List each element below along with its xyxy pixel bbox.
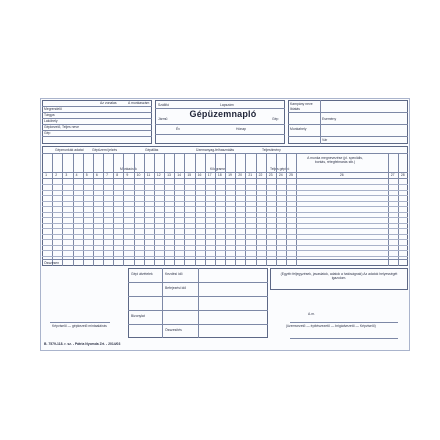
subgroup-munkaorak: Munkaórák bbox=[120, 167, 137, 171]
table-row[interactable] bbox=[42, 217, 408, 218]
column-number: 22 bbox=[258, 173, 263, 177]
column-number: 27 bbox=[390, 173, 395, 177]
box-osszesites: Összesítés bbox=[165, 328, 182, 332]
column-number: 18 bbox=[217, 173, 222, 177]
label-targya: Tárgya bbox=[44, 113, 55, 117]
column-number: 3 bbox=[65, 173, 68, 177]
label-gep: Gép bbox=[44, 131, 51, 135]
column-number: 28 bbox=[400, 173, 405, 177]
box-bizonylat: Bizonylat bbox=[131, 314, 145, 318]
label-lakohely: Lakóhely bbox=[44, 119, 58, 123]
table-row[interactable] bbox=[42, 245, 408, 246]
label-munkahely: Munkahely bbox=[290, 127, 307, 131]
header-right-block bbox=[288, 100, 408, 144]
table-row[interactable] bbox=[42, 201, 408, 202]
column-number: 1 bbox=[45, 173, 47, 177]
column-number: 13 bbox=[167, 173, 171, 177]
signature-right: (üzemvezető — építésvezető — brigádvezető — Képviselő) bbox=[286, 324, 376, 328]
label-munkaszam: A munkaszám bbox=[128, 101, 150, 105]
column-number: 10 bbox=[136, 173, 141, 177]
column-number: 16 bbox=[197, 173, 202, 177]
label-megrendelo: Megrendelő bbox=[44, 107, 62, 111]
column-number: 12 bbox=[156, 173, 161, 177]
date-label: A.m. bbox=[308, 312, 315, 316]
label-esemeny: Esemény bbox=[322, 117, 337, 121]
subgroup-kilogramm: Kilogramm bbox=[210, 167, 227, 171]
column-number: 4 bbox=[75, 173, 78, 177]
signature-left: Képviselő — gépkezelő mintaaláírás bbox=[52, 324, 107, 328]
column-number: 17 bbox=[207, 173, 212, 177]
column-number: 23 bbox=[268, 173, 273, 177]
column-number: 2 bbox=[55, 173, 58, 177]
label-gep-center: Gép bbox=[272, 117, 279, 121]
table-row[interactable] bbox=[42, 256, 408, 257]
column-number: 14 bbox=[177, 173, 182, 177]
group-uzemi-jelzes: Gépüzemi jelzés bbox=[92, 148, 118, 152]
column-number: 19 bbox=[228, 173, 232, 177]
table-row[interactable] bbox=[42, 223, 408, 224]
label-iktatas: Iktatás bbox=[290, 107, 300, 111]
table-row[interactable] bbox=[42, 239, 408, 240]
column-number: 9 bbox=[126, 173, 129, 177]
table-row[interactable] bbox=[42, 190, 408, 191]
column-number: 11 bbox=[146, 173, 151, 177]
label-gepkezelo: Gépkezelő, Teljes neve bbox=[44, 125, 79, 129]
footer-code: B. 7579-118. r. sz. - Pátria Nyomda Zrt. - 2014/03 bbox=[44, 342, 121, 346]
column-number: 7 bbox=[106, 173, 108, 177]
remark-header: A munka megnevezése (pl. speciális, bontás, rétegfelmarás stb.) bbox=[307, 156, 363, 164]
table-row[interactable] bbox=[42, 228, 408, 229]
note-text: (Egyéb feljegyzések, javaslatok, adatok a hatóságnak) Az adatok helyességét igazolom. bbox=[280, 272, 398, 280]
table-row[interactable] bbox=[42, 250, 408, 251]
group-uzemanyag: Üzemanyag-felhasználás bbox=[196, 148, 235, 152]
box-gepi-atvetel: Gépi átvételek bbox=[131, 272, 153, 276]
column-number: 25 bbox=[289, 173, 293, 177]
table-row[interactable] bbox=[42, 212, 408, 213]
label-jarmu: Jármű bbox=[158, 117, 168, 121]
group-gepmunkak: Gépmunkák adatai bbox=[55, 148, 84, 152]
column-number: 24 bbox=[278, 173, 283, 177]
group-gepallas: Gépállás bbox=[145, 148, 159, 152]
column-number: 26 bbox=[339, 173, 344, 177]
label-var: Vár bbox=[322, 138, 328, 142]
total-label: Összesen bbox=[44, 261, 60, 265]
label-szallito: Szállító bbox=[158, 103, 170, 107]
table-row[interactable] bbox=[42, 206, 408, 207]
box-befejezesi: Befejezési idő bbox=[165, 286, 187, 290]
column-number: 6 bbox=[95, 173, 98, 177]
box-kezdesi: Kezdési idő bbox=[165, 272, 183, 276]
label-lapszam: Lapszám bbox=[220, 103, 234, 107]
table-row[interactable] bbox=[42, 234, 408, 235]
label-vonalas: Az vonalas bbox=[100, 101, 117, 105]
group-teljesitmeny: Teljesítmény bbox=[262, 148, 281, 152]
column-number: 5 bbox=[85, 173, 88, 177]
subgroup-teljes: Teljes gépíró bbox=[270, 167, 290, 171]
table-row[interactable] bbox=[42, 195, 408, 196]
form-title: Gépüzemnapló bbox=[189, 109, 257, 119]
label-kampany: Kampány neve bbox=[290, 102, 313, 106]
table-row[interactable] bbox=[42, 184, 408, 185]
column-number: 21 bbox=[248, 173, 253, 177]
column-number: 15 bbox=[187, 173, 192, 177]
label-honap: Hónap bbox=[236, 127, 246, 131]
column-number: 8 bbox=[116, 173, 119, 177]
label-ev: Év bbox=[176, 127, 180, 131]
column-number: 20 bbox=[238, 173, 243, 177]
